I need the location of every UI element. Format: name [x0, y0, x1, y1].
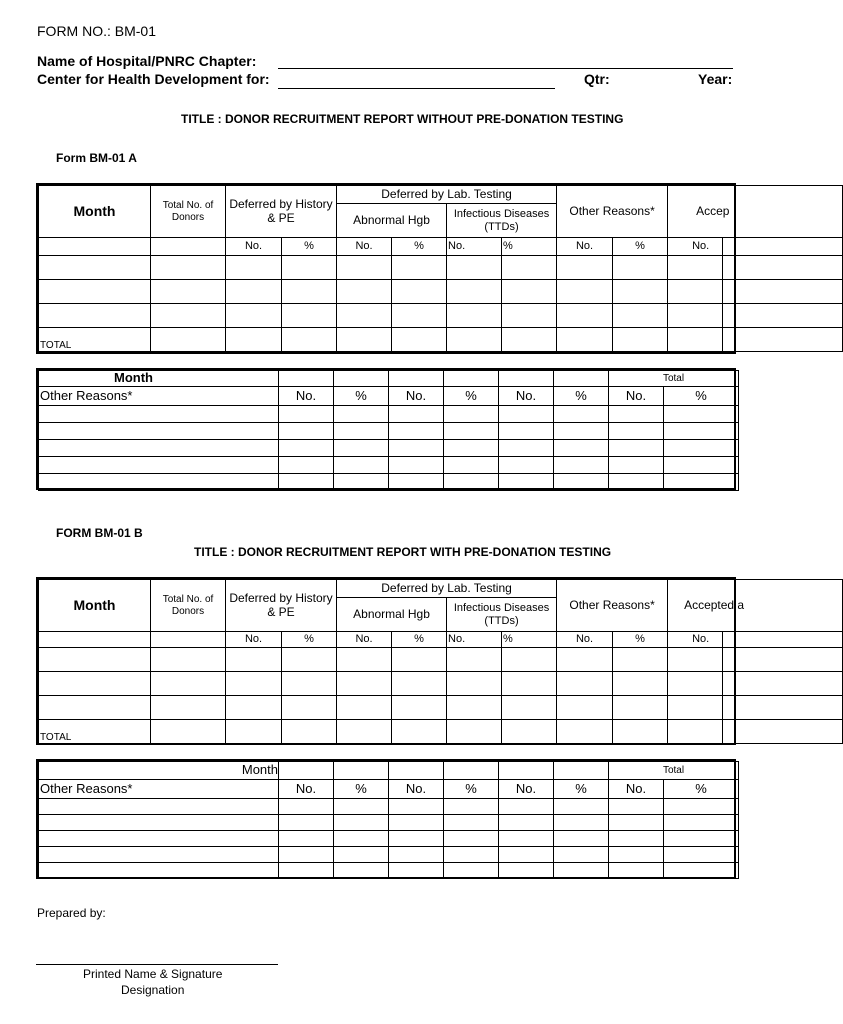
total-row[interactable] [39, 720, 843, 744]
abnormal-hgb-header: Abnormal Hgb [337, 204, 447, 238]
table-b [38, 579, 843, 744]
no-col: No. [337, 238, 392, 256]
other-reasons-header: Other Reasons* [557, 580, 668, 632]
hospital-label: Name of Hospital/PNRC Chapter: [37, 53, 257, 69]
no-col: No. [279, 780, 334, 799]
no-col: No. [499, 780, 554, 799]
pct-col: % [613, 632, 668, 648]
pct-col: % [444, 780, 499, 799]
section-b-form-label: FORM BM-01 B [56, 526, 143, 540]
abnormal-hgb-header: Abnormal Hgb [337, 598, 447, 632]
no-col: No. [668, 238, 723, 256]
pct-col: % [282, 632, 337, 648]
no-col: No. [609, 387, 664, 406]
prepared-by-label: Prepared by: [37, 906, 106, 920]
center-underline[interactable] [278, 88, 555, 89]
form-number: FORM NO.: BM-01 [37, 23, 157, 39]
no-col: No. [609, 780, 664, 799]
table-row[interactable] [39, 815, 739, 831]
table-row[interactable] [39, 847, 739, 863]
no-col: No. [279, 387, 334, 406]
total-label: TOTAL [39, 328, 151, 352]
pct-col: % [502, 632, 557, 648]
total-donors-header: Total No. of Donors [151, 186, 226, 238]
reasons-total-header: Total [609, 762, 739, 780]
center-label: Center for Health Development for: [37, 71, 270, 87]
table-row[interactable] [39, 423, 739, 440]
deferred-lab-header: Deferred by Lab. Testing [337, 580, 557, 598]
other-reasons-label: Other Reasons* [39, 780, 279, 799]
no-col: No. [557, 632, 613, 648]
table-row[interactable] [39, 440, 739, 457]
no-col: No. [447, 632, 502, 648]
no-col: No. [226, 238, 282, 256]
table-row[interactable] [39, 863, 739, 879]
no-col: No. [226, 632, 282, 648]
section-a-form-label: Form BM-01 A [56, 151, 137, 165]
total-label: TOTAL [39, 720, 151, 744]
table-row[interactable] [39, 280, 843, 304]
reasons-month-header: Month [39, 762, 279, 780]
designation-label: Designation [121, 983, 185, 997]
table-row[interactable] [39, 648, 843, 672]
pct-col: % [664, 780, 739, 799]
deferred-history-header: Deferred by History & PE [226, 186, 337, 238]
pct-col: % [502, 238, 557, 256]
pct-col: % [334, 387, 389, 406]
other-reasons-label: Other Reasons* [39, 387, 279, 406]
infectious-header: Infectious Diseases (TTDs) [447, 204, 557, 238]
table-row[interactable] [39, 696, 843, 720]
pct-col: % [444, 387, 499, 406]
total-donors-header: Total No. of Donors [151, 580, 226, 632]
no-col: No. [668, 632, 723, 648]
reasons-table-b [38, 761, 739, 879]
qtr-label: Qtr: [584, 71, 610, 87]
deferred-lab-header: Deferred by Lab. Testing [337, 186, 557, 204]
infectious-header: Infectious Diseases (TTDs) [447, 598, 557, 632]
no-col: No. [557, 238, 613, 256]
month-header: Month [39, 186, 151, 238]
table-row[interactable] [39, 406, 739, 423]
accepted-header: Accep [668, 186, 843, 238]
pct-col: % [664, 387, 739, 406]
reasons-month-header: Month [39, 371, 279, 387]
deferred-history-header: Deferred by History & PE [226, 580, 337, 632]
reasons-table-b-frame [36, 759, 736, 879]
pct-col: % [334, 780, 389, 799]
pct-col: % [282, 238, 337, 256]
total-row[interactable] [39, 328, 843, 352]
signature-line[interactable] [36, 964, 278, 965]
printed-name-label: Printed Name & Signature [83, 967, 223, 981]
table-b-frame [36, 577, 745, 745]
pct-col: % [392, 238, 447, 256]
pct-col: % [613, 238, 668, 256]
reasons-table-a-frame [36, 368, 736, 490]
section-b-title: TITLE : DONOR RECRUITMENT REPORT WITH PRE-DONATION TESTING [194, 545, 612, 559]
accepted-header: Accepted a [668, 580, 843, 632]
table-row[interactable] [39, 831, 739, 847]
no-col: No. [499, 387, 554, 406]
hospital-underline[interactable] [278, 68, 733, 69]
year-label: Year: [698, 71, 733, 87]
table-a-frame [36, 183, 736, 354]
table-row[interactable] [39, 799, 739, 815]
pct-col: % [392, 632, 447, 648]
section-a-title: TITLE : DONOR RECRUITMENT REPORT WITHOUT PRE-DONATION TESTING [181, 112, 624, 126]
reasons-total-header: Total [609, 371, 739, 387]
table-a [38, 185, 843, 352]
table-row[interactable] [39, 474, 739, 491]
no-col: No. [337, 632, 392, 648]
table-row[interactable] [39, 672, 843, 696]
table-row[interactable] [39, 256, 843, 280]
no-col: No. [389, 780, 444, 799]
pct-col: % [554, 780, 609, 799]
table-row[interactable] [39, 457, 739, 474]
no-col: No. [447, 238, 502, 256]
other-reasons-header: Other Reasons* [557, 186, 668, 238]
month-header: Month [39, 580, 151, 632]
reasons-table-a [38, 370, 739, 491]
no-col: No. [389, 387, 444, 406]
pct-col: % [554, 387, 609, 406]
table-row[interactable] [39, 304, 843, 328]
